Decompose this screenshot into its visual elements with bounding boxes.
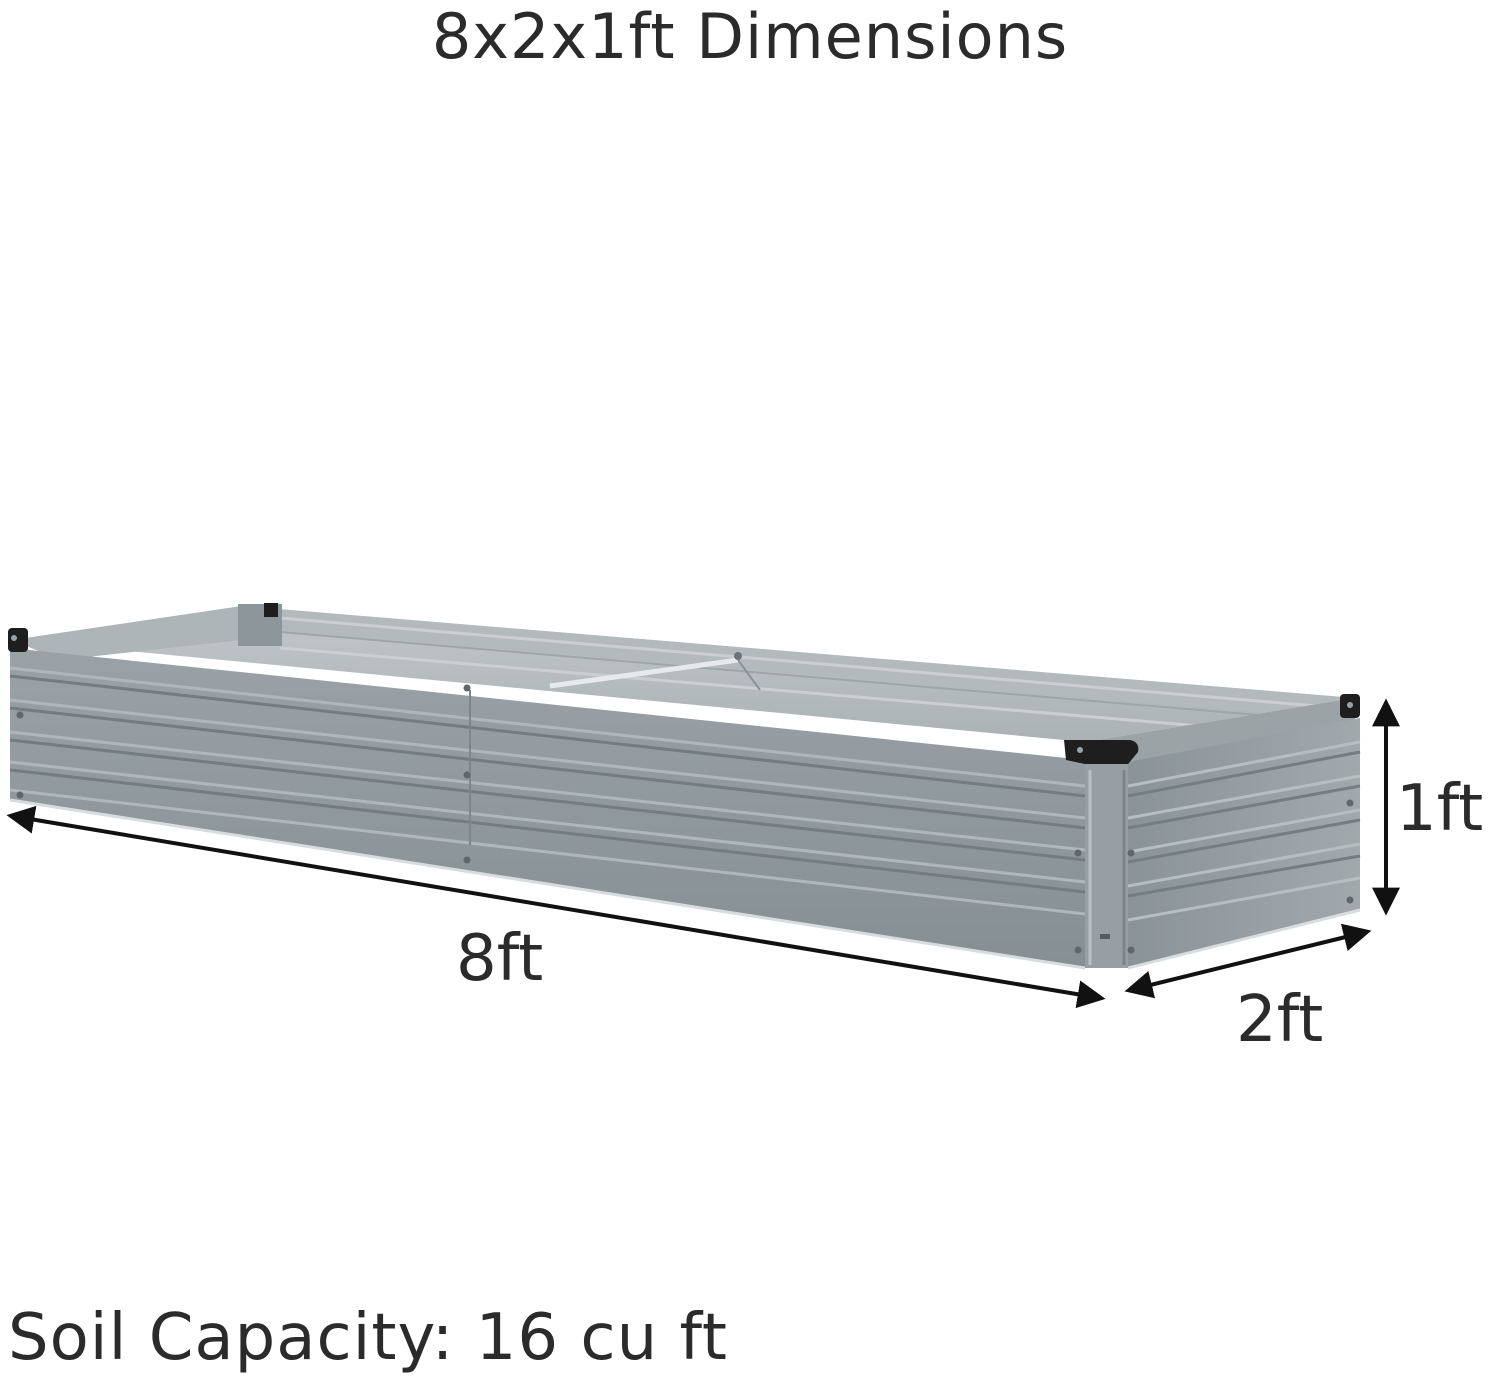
corner-post-back-right — [1340, 694, 1360, 718]
length-label: 8ft — [456, 922, 544, 996]
soil-capacity-caption: Soil Capacity: 16 cu ft — [8, 1301, 728, 1375]
height-label: 1ft — [1396, 772, 1484, 846]
bed-side-panel — [1128, 718, 1360, 968]
width-label: 2ft — [1236, 983, 1324, 1057]
corner-post-front-left — [8, 628, 28, 652]
page-title: 8x2x1ft Dimensions — [431, 0, 1069, 73]
corner-post-back-left — [238, 603, 282, 646]
